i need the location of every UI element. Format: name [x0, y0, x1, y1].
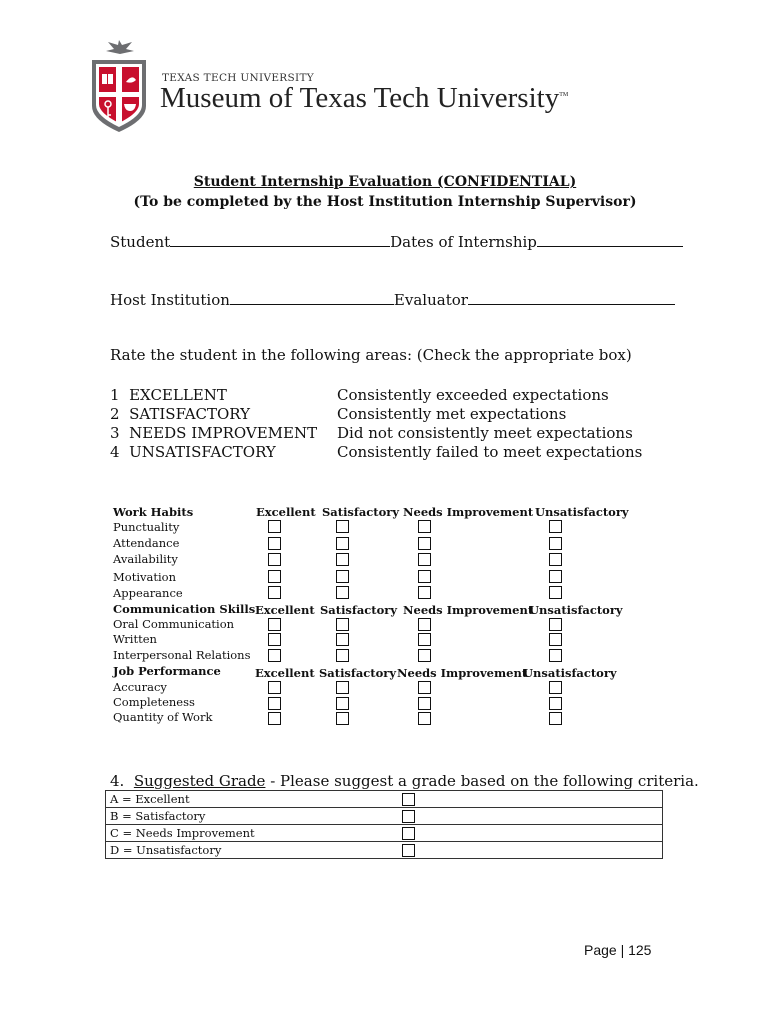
attendance-excellent-checkbox[interactable]: [268, 537, 281, 550]
appearance-needs-improvement-checkbox[interactable]: [418, 586, 431, 599]
motivation-satisfactory-checkbox[interactable]: [336, 570, 349, 583]
grade-option-a: A = Excellent: [106, 791, 397, 808]
communication-skills-heading: Communication Skills: [113, 602, 256, 616]
col-excellent: Excellent: [255, 666, 315, 680]
punctuality-excellent-checkbox[interactable]: [268, 520, 281, 533]
grade-a-checkbox[interactable]: [402, 793, 415, 806]
form-title: Student Internship Evaluation (CONFIDENTIAL): [193, 174, 577, 190]
accuracy-excellent-checkbox[interactable]: [268, 681, 281, 694]
ttu-seal-logo: [88, 38, 150, 134]
attendance-needs-improvement-checkbox[interactable]: [418, 537, 431, 550]
item-completeness: Completeness: [113, 695, 195, 709]
col-unsatisfactory: Unsatisfactory: [529, 603, 623, 617]
appearance-unsatisfactory-checkbox[interactable]: [549, 586, 562, 599]
availability-satisfactory-checkbox[interactable]: [336, 553, 349, 566]
scale-desc-2: Consistently met expectations: [337, 405, 567, 423]
evaluator-blank[interactable]: [468, 290, 675, 305]
punctuality-satisfactory-checkbox[interactable]: [336, 520, 349, 533]
rating-instructions: Rate the student in the following areas: (Check the appropriate box): [110, 346, 632, 364]
scale-row-1: 1 EXCELLENT: [110, 386, 227, 404]
quantity-of-work-needs-improvement-checkbox[interactable]: [418, 712, 431, 725]
completeness-excellent-checkbox[interactable]: [268, 697, 281, 710]
item-attendance: Attendance: [113, 536, 180, 550]
col-needs-improvement: Needs Improvement: [403, 603, 534, 617]
availability-excellent-checkbox[interactable]: [268, 553, 281, 566]
scale-row-3: 3 NEEDS IMPROVEMENT: [110, 424, 318, 442]
written-unsatisfactory-checkbox[interactable]: [549, 633, 562, 646]
appearance-satisfactory-checkbox[interactable]: [336, 586, 349, 599]
oral-communication-satisfactory-checkbox[interactable]: [336, 618, 349, 631]
interpersonal-relations-unsatisfactory-checkbox[interactable]: [549, 649, 562, 662]
item-punctuality: Punctuality: [113, 520, 180, 534]
interpersonal-relations-excellent-checkbox[interactable]: [268, 649, 281, 662]
attendance-unsatisfactory-checkbox[interactable]: [549, 537, 562, 550]
availability-unsatisfactory-checkbox[interactable]: [549, 553, 562, 566]
grade-row-b: [106, 808, 663, 825]
written-needs-improvement-checkbox[interactable]: [418, 633, 431, 646]
oral-communication-excellent-checkbox[interactable]: [268, 618, 281, 631]
completeness-needs-improvement-checkbox[interactable]: [418, 697, 431, 710]
grade-b-checkbox[interactable]: [402, 810, 415, 823]
scale-desc-4: Consistently failed to meet expectations: [337, 443, 643, 461]
completeness-satisfactory-checkbox[interactable]: [336, 697, 349, 710]
accuracy-unsatisfactory-checkbox[interactable]: [549, 681, 562, 694]
item-availability: Availability: [113, 552, 178, 566]
evaluator-label: Evaluator: [393, 291, 468, 309]
scale-desc-1: Consistently exceeded expectations: [337, 386, 609, 404]
item-accuracy: Accuracy: [113, 680, 167, 694]
host-field-row: [110, 290, 675, 309]
col-unsatisfactory: Unsatisfactory: [535, 505, 629, 519]
form-subtitle: (To be completed by the Host Institution Internship Supervisor): [133, 194, 637, 210]
accuracy-satisfactory-checkbox[interactable]: [336, 681, 349, 694]
grade-option-c: C = Needs Improvement: [106, 825, 397, 842]
completeness-unsatisfactory-checkbox[interactable]: [549, 697, 562, 710]
scale-row-2: 2 SATISFACTORY: [110, 405, 251, 423]
student-field-row: [110, 232, 683, 251]
student-blank[interactable]: [170, 232, 390, 247]
suggested-grade-heading: 4. Suggested Grade - Please suggest a grade based on the following criteria.: [110, 772, 699, 790]
col-satisfactory: Satisfactory: [319, 666, 397, 680]
grade-option-b: B = Satisfactory: [106, 808, 397, 825]
appearance-excellent-checkbox[interactable]: [268, 586, 281, 599]
grade-row-a: [106, 791, 663, 808]
accuracy-needs-improvement-checkbox[interactable]: [418, 681, 431, 694]
quantity-of-work-satisfactory-checkbox[interactable]: [336, 712, 349, 725]
item-appearance: Appearance: [113, 586, 183, 600]
punctuality-unsatisfactory-checkbox[interactable]: [549, 520, 562, 533]
item-written: Written: [113, 632, 157, 646]
motivation-needs-improvement-checkbox[interactable]: [418, 570, 431, 583]
host-blank[interactable]: [230, 290, 394, 305]
interpersonal-relations-satisfactory-checkbox[interactable]: [336, 649, 349, 662]
item-oral-communication: Oral Communication: [113, 617, 235, 631]
dates-label: Dates of Internship: [390, 233, 537, 251]
grade-row-c: [106, 825, 663, 842]
attendance-satisfactory-checkbox[interactable]: [336, 537, 349, 550]
grade-row-d: [106, 842, 663, 859]
col-needs-improvement: Needs Improvement: [403, 505, 534, 519]
item-motivation: Motivation: [113, 570, 176, 584]
job-performance-heading: Job Performance: [113, 664, 221, 678]
scale-desc-3: Did not consistently meet expectations: [337, 424, 633, 442]
item-quantity-of-work: Quantity of Work: [113, 710, 213, 724]
col-satisfactory: Satisfactory: [320, 603, 398, 617]
museum-name: Museum of Texas Tech University™: [160, 82, 569, 114]
item-interpersonal-relations: Interpersonal Relations: [113, 648, 251, 662]
motivation-unsatisfactory-checkbox[interactable]: [549, 570, 562, 583]
page-number: Page | 125: [584, 942, 652, 958]
motivation-excellent-checkbox[interactable]: [268, 570, 281, 583]
trademark: TM: [559, 92, 569, 98]
grade-c-checkbox[interactable]: [402, 827, 415, 840]
host-label: Host Institution: [110, 291, 230, 309]
written-excellent-checkbox[interactable]: [268, 633, 281, 646]
oral-communication-needs-improvement-checkbox[interactable]: [418, 618, 431, 631]
dates-blank[interactable]: [537, 232, 683, 247]
col-needs-improvement: Needs Improvement: [397, 666, 528, 680]
grade-option-d: D = Unsatisfactory: [106, 842, 397, 859]
written-satisfactory-checkbox[interactable]: [336, 633, 349, 646]
interpersonal-relations-needs-improvement-checkbox[interactable]: [418, 649, 431, 662]
scale-row-4: 4 UNSATISFACTORY: [110, 443, 276, 461]
col-excellent: Excellent: [256, 505, 316, 519]
quantity-of-work-excellent-checkbox[interactable]: [268, 712, 281, 725]
grade-table: [105, 790, 663, 859]
grade-d-checkbox[interactable]: [402, 844, 415, 857]
col-satisfactory: Satisfactory: [322, 505, 400, 519]
student-label: Student: [110, 233, 171, 251]
col-unsatisfactory: Unsatisfactory: [523, 666, 617, 680]
quantity-of-work-unsatisfactory-checkbox[interactable]: [549, 712, 562, 725]
work-habits-heading: Work Habits: [113, 505, 194, 519]
col-excellent: Excellent: [255, 603, 315, 617]
university-name-small: TEXAS TECH UNIVERSITY: [162, 72, 314, 84]
oral-communication-unsatisfactory-checkbox[interactable]: [549, 618, 562, 631]
availability-needs-improvement-checkbox[interactable]: [418, 553, 431, 566]
punctuality-needs-improvement-checkbox[interactable]: [418, 520, 431, 533]
